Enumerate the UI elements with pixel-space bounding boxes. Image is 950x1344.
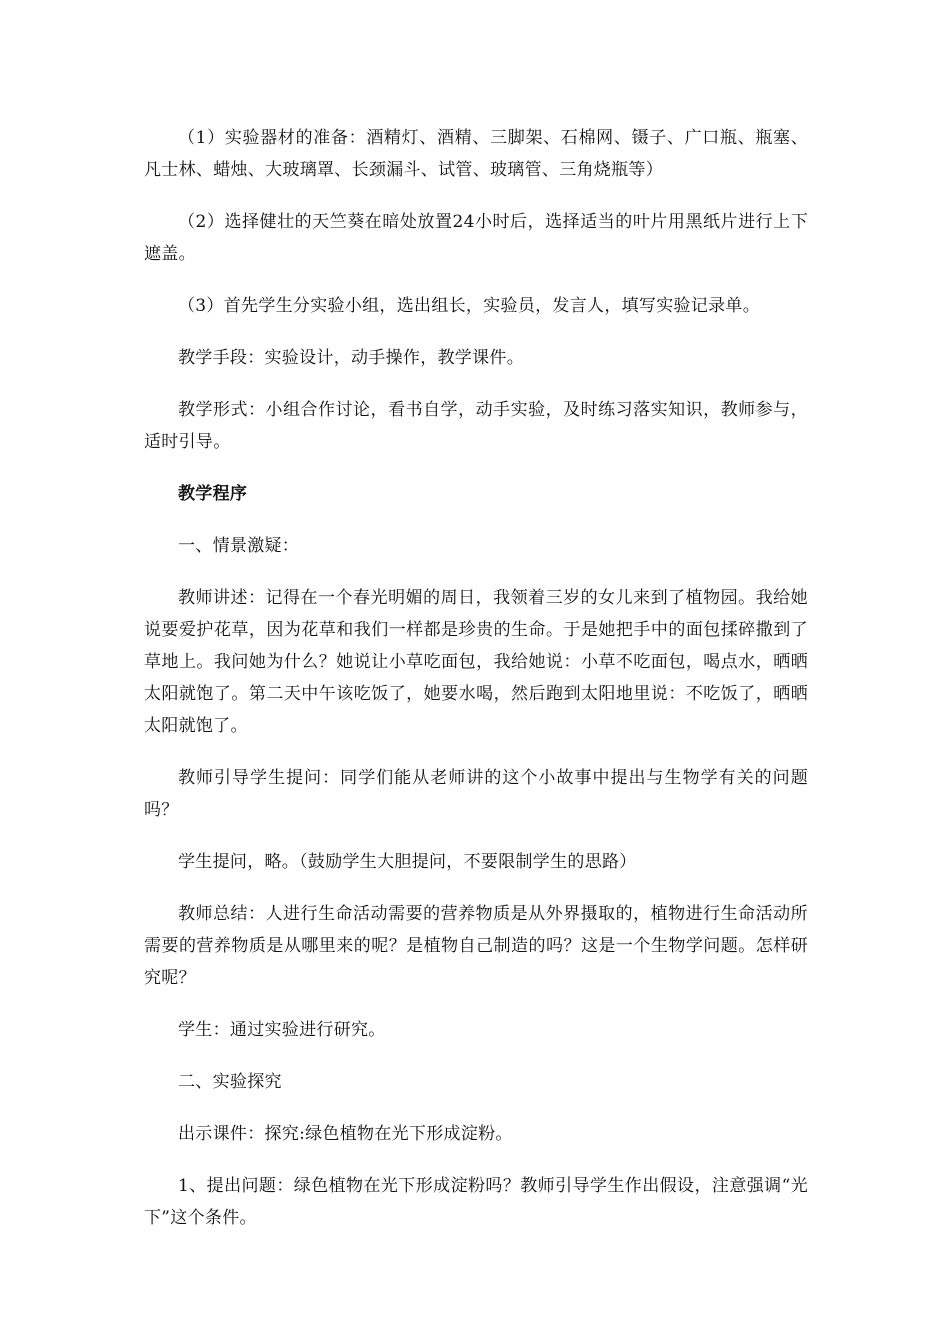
paragraph-equipment: （1）实验器材的准备：酒精灯、酒精、三脚架、石棉网、镊子、广口瓶、瓶塞、凡士林、蜡烛、大玻璃罩、长颈漏斗、试管、玻璃管、三角烧瓶等）	[144, 128, 808, 180]
paragraph-teacher-guide: 教师引导学生提问：同学们能从老师讲的这个小故事中提出与生物学有关的问题吗？	[144, 768, 808, 820]
section-heading-scenario: 一、情景激疑：	[178, 536, 300, 556]
paragraph-pose-question: 1、提出问题：绿色植物在光下形成淀粉吗？教师引导学生作出假设，注意强调“光下”这个条件。	[144, 1176, 808, 1228]
paragraph-teaching-means: 教学手段：实验设计，动手操作，教学课件。	[178, 348, 524, 368]
paragraph-plant-prep: （2）选择健壮的天竺葵在暗处放置24小时后，选择适当的叶片用黑纸片进行上下遮盖。	[144, 212, 808, 264]
section-heading-experiment: 二、实验探究	[178, 1072, 282, 1092]
paragraph-groups: （3）首先学生分实验小组，选出组长，实验员，发言人，填写实验记录单。	[178, 296, 761, 316]
document-body	[144, 122, 808, 1254]
paragraph-student-answer: 学生：通过实验进行研究。	[178, 1020, 386, 1040]
paragraph-teaching-form: 教学形式：小组合作讨论，看书自学，动手实验，及时练习落实知识，教师参与，适时引导。	[144, 400, 808, 452]
paragraph-courseware: 出示课件：探究:绿色植物在光下形成淀粉。	[178, 1124, 513, 1144]
paragraph-student-questions: 学生提问，略。（鼓励学生大胆提问，不要限制学生的思路）	[178, 852, 637, 872]
paragraph-teacher-story: 教师讲述：记得在一个春光明媚的周日，我领着三岁的女儿来到了植物园。我给她说要爱护花草，因为花草和我们一样都是珍贵的生命。于是她把手中的面包揉碎撒到了草地上。我问她为什么？她说让小草吃面包，我给她说：小草不吃面包，喝点水，晒晒太阳就饱了。第二天中午该吃饭了，她要水喝，然后跑到太阳地里说：不吃饭了，晒晒太阳就饱了。	[144, 588, 808, 736]
section-heading-procedure: 教学程序	[178, 484, 248, 504]
paragraph-teacher-summary: 教师总结：人进行生命活动需要的营养物质是从外界摄取的，植物进行生命活动所需要的营养物质是从哪里来的呢？是植物自己制造的吗？这是一个生物学问题。怎样研究呢？	[144, 904, 808, 988]
